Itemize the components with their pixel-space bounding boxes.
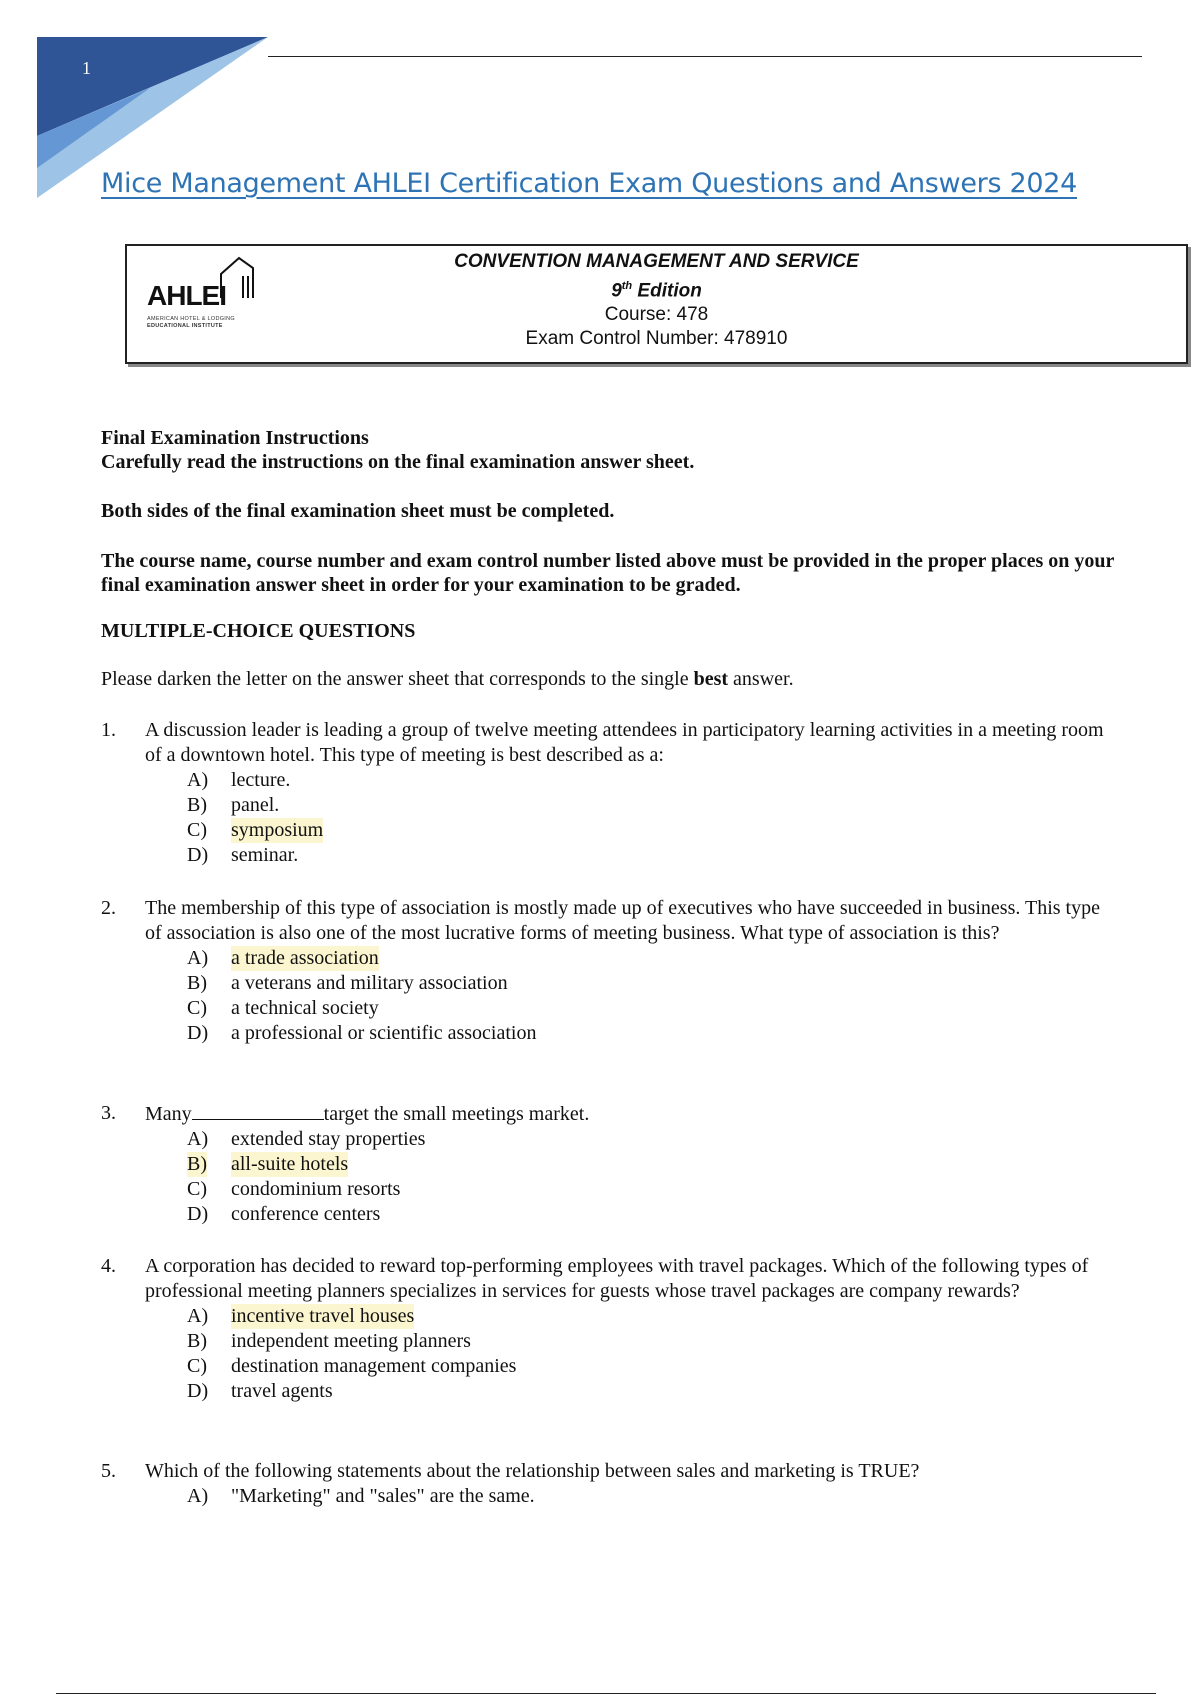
stem-start: Many <box>145 1103 192 1125</box>
option-a[interactable] <box>101 768 1121 793</box>
option-c[interactable] <box>101 818 1121 843</box>
course-title: CONVENTION MANAGEMENT AND SERVICE <box>454 251 859 272</box>
question-stem: The membership of this type of association is mostly made up of executives who have succeeded in business. This type of association is also one of the most lucrative forms of meeting business. What type of association is this? <box>145 897 1100 944</box>
option-letter: D) <box>187 844 209 866</box>
instructions-line-3: The course name, course number and exam control number listed above must be provided in the proper places on your final examination answer sheet in order for your examination to be graded. <box>101 550 1115 596</box>
option-text: condominium resorts <box>231 1178 401 1200</box>
highlighted-answer: incentive travel houses <box>231 1305 415 1327</box>
option-d[interactable] <box>101 1379 1121 1404</box>
option-letter: B) <box>187 972 207 994</box>
logo-subtitle-1: AMERICAN HOTEL & LODGING <box>147 316 235 322</box>
question-stem <box>145 1101 1121 1127</box>
option-letter: D) <box>187 1203 209 1225</box>
option-text: a technical society <box>231 997 379 1019</box>
fill-in-blank <box>192 1101 324 1120</box>
course-number: Course: 478 <box>604 304 709 326</box>
course-info-box <box>125 244 1188 364</box>
option-letter: D) <box>187 1022 209 1044</box>
option-letter: A) <box>187 769 209 791</box>
option-text: a veterans and military association <box>231 972 508 994</box>
option-b[interactable] <box>101 1329 1121 1354</box>
instructions-heading: Final Examination Instructions <box>101 427 369 449</box>
option-c[interactable] <box>101 996 1121 1021</box>
course-details <box>127 250 1186 351</box>
option-b[interactable] <box>101 793 1121 818</box>
highlighted-answer: all-suite hotels <box>231 1153 349 1175</box>
question-3 <box>101 1101 1121 1227</box>
option-a[interactable] <box>101 1304 1121 1329</box>
question-number: 4. <box>101 1255 116 1277</box>
exam-control-number: Exam Control Number: 478910 <box>525 328 788 350</box>
option-letter: C) <box>187 1355 207 1377</box>
instructions-line-2: Both sides of the final examination sheet must be completed. <box>101 500 615 522</box>
question-stem: A corporation has decided to reward top-performing employees with travel packages. Which of the following types of professional meeting planners specializes in services for guests whose travel packages are company rewards? <box>145 1255 1089 1302</box>
page-number: 1 <box>82 58 91 78</box>
edition-suffix: th <box>621 280 633 292</box>
instructions-section <box>101 426 1121 691</box>
section-heading: MULTIPLE-CHOICE QUESTIONS <box>101 620 416 642</box>
option-a[interactable] <box>101 1127 1121 1152</box>
instructions-line-1: Carefully read the instructions on the final examination answer sheet. <box>101 451 695 473</box>
option-text: independent meeting planners <box>231 1330 471 1352</box>
edition-line <box>127 274 1186 303</box>
option-letter: A) <box>187 1485 209 1507</box>
option-c[interactable] <box>101 1354 1121 1379</box>
document-title[interactable]: Mice Management AHLEI Certification Exam Questions and Answers 2024 <box>101 168 1078 199</box>
option-letter: A) <box>187 1128 209 1150</box>
highlighted-answer: a trade association <box>231 947 379 969</box>
option-text: travel agents <box>231 1380 333 1402</box>
option-letter: B) <box>187 1153 207 1175</box>
question-number: 3. <box>101 1102 116 1124</box>
option-letter: A) <box>187 1305 209 1327</box>
question-number: 1. <box>101 719 116 741</box>
option-d[interactable] <box>101 1021 1121 1046</box>
option-text: destination management companies <box>231 1355 517 1377</box>
highlighted-answer: symposium <box>231 819 324 841</box>
question-4 <box>101 1254 1121 1404</box>
option-letter: C) <box>187 997 207 1019</box>
option-b[interactable] <box>101 971 1121 996</box>
header-rule <box>268 56 1142 57</box>
option-b[interactable] <box>101 1152 1121 1177</box>
option-text: seminar. <box>231 844 299 866</box>
option-d[interactable] <box>101 843 1121 868</box>
option-letter: C) <box>187 819 207 841</box>
option-c[interactable] <box>101 1177 1121 1202</box>
option-text: panel. <box>231 794 280 816</box>
option-text: extended stay properties <box>231 1128 426 1150</box>
option-a[interactable] <box>101 1484 1121 1509</box>
question-1 <box>101 718 1121 868</box>
option-d[interactable] <box>101 1202 1121 1227</box>
option-letter: B) <box>187 1330 207 1352</box>
edition-word: Edition <box>632 280 702 302</box>
answer-prompt-start: Please darken the letter on the answer sheet that corresponds to the single <box>101 668 694 690</box>
option-letter: C) <box>187 1178 207 1200</box>
question-stem: Which of the following statements about the relationship between sales and marketing is TRUE? <box>145 1460 920 1482</box>
question-number: 2. <box>101 897 116 919</box>
option-text: "Marketing" and "sales" are the same. <box>231 1485 535 1507</box>
answer-prompt-bold: best <box>693 668 729 690</box>
edition-number: 9 <box>611 280 622 302</box>
logo-subtitle-2: EDUCATIONAL INSTITUTE <box>147 323 223 329</box>
question-5 <box>101 1459 1121 1509</box>
stem-end: target the small meetings market. <box>323 1103 590 1125</box>
option-letter: D) <box>187 1380 209 1402</box>
question-number: 5. <box>101 1460 116 1482</box>
option-text: a professional or scientific association <box>231 1022 537 1044</box>
answer-prompt-end: answer. <box>728 668 794 690</box>
option-letter: A) <box>187 947 209 969</box>
question-2 <box>101 896 1121 1046</box>
answer-prompt <box>101 667 1121 691</box>
question-stem: A discussion leader is leading a group of twelve meeting attendees in participatory learning activities in a meeting room of a downtown hotel. This type of meeting is best described as a: <box>145 719 1104 766</box>
option-text: lecture. <box>231 769 291 791</box>
option-letter: B) <box>187 794 207 816</box>
option-text: conference centers <box>231 1203 381 1225</box>
option-a[interactable] <box>101 946 1121 971</box>
logo-text: AHLEI <box>147 280 226 311</box>
footer-rule <box>56 1693 1156 1694</box>
